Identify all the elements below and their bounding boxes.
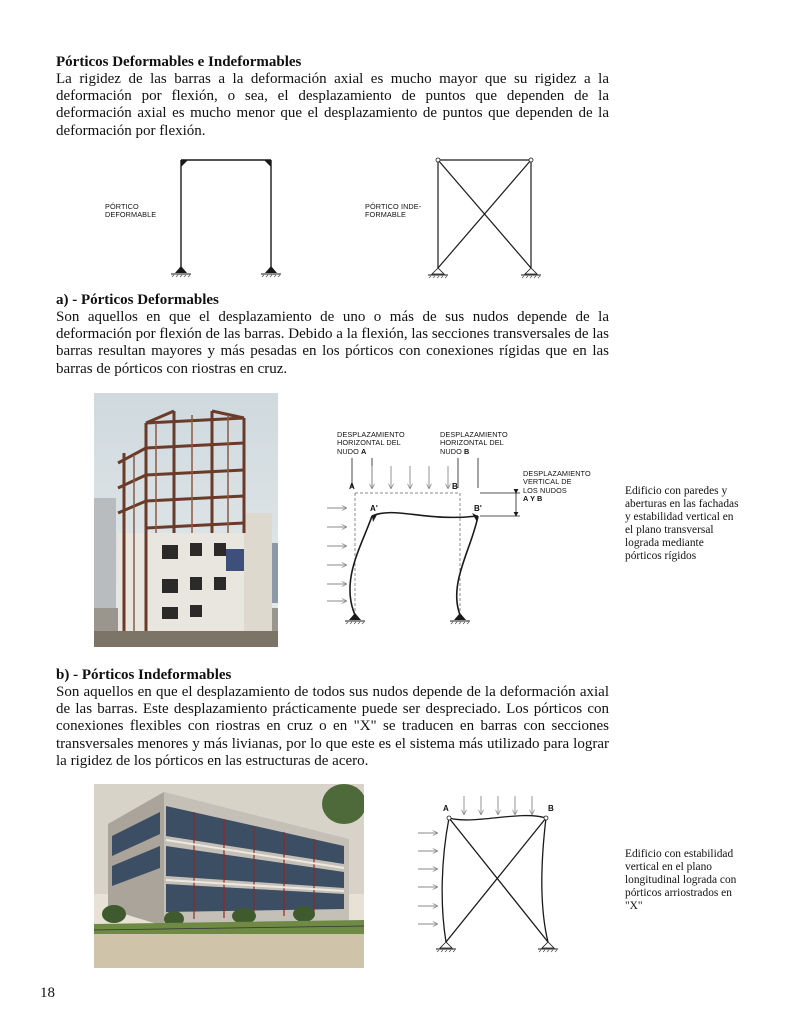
vertical-displacement-label bbox=[523, 470, 591, 504]
steel-frame-building-photo bbox=[94, 393, 278, 647]
label-line: VERTICAL DE bbox=[523, 477, 572, 487]
pin-joint-icon bbox=[529, 158, 533, 162]
horizontal-displacement-b-label bbox=[440, 431, 508, 456]
node-a-label: A bbox=[443, 804, 449, 813]
braced-frame-deformed bbox=[442, 816, 548, 942]
braced-office-building-photo bbox=[94, 784, 364, 968]
node-b-prime-label: B' bbox=[474, 504, 482, 513]
pin-joint-icon bbox=[447, 816, 451, 820]
fixed-support-icon bbox=[450, 613, 470, 624]
section-title: a) - Pórticos Deformables bbox=[56, 292, 219, 308]
page-number: 18 bbox=[40, 985, 55, 1001]
section-body: Son aquellos en que el desplazamiento de uno o más de sus nudos depende de la deformación por flexión de las barras. Debido a la flexión, las secciones transversales de las barras resultan mayores y más pesadas en los pórticos con conexiones rígidas que en las barras de pórticos con riostras en cruz. bbox=[56, 309, 609, 377]
vertical-load-arrows bbox=[464, 796, 532, 814]
label-line: LOS NUDOS bbox=[523, 485, 567, 495]
node-a-label: A bbox=[349, 482, 355, 491]
node-a-prime-label: A' bbox=[370, 504, 378, 513]
label-line: NUDO bbox=[337, 446, 359, 456]
node-label: B bbox=[464, 446, 470, 456]
node-label: A bbox=[361, 446, 367, 456]
pinned-support-icon bbox=[521, 268, 541, 278]
pin-joint-icon bbox=[544, 816, 548, 820]
label-line: HORIZONTAL DEL bbox=[337, 438, 401, 448]
section-body: Son aquellos en que el desplazamiento de todos sus nudos depende de la deformación axial de las barras. Este desplazamiento prácticamente puede ser despreciado. Los pórticos con conexiones flexibles con riostras en cruz o en "X" se traducen en barras con secciones transversales menores y más livianas, por lo que este es el sistema más utilizado para lograr la rigidez de los pórticos en las estructuras de acero. bbox=[56, 684, 609, 769]
pinned-support-icon bbox=[428, 268, 448, 278]
label-line: DESPLAZAMIENTO bbox=[523, 469, 591, 478]
figure-caption: Edificio con estabilidad vertical en el plano longitudinal lograda con pórticos arriostrados en "X" bbox=[625, 848, 737, 912]
horizontal-load-arrows bbox=[327, 508, 346, 601]
fixed-support-icon bbox=[345, 613, 365, 624]
pinned-support-icon bbox=[538, 942, 558, 952]
rigid-joint-icon bbox=[264, 160, 271, 167]
rigid-frame bbox=[181, 160, 271, 268]
pinned-support-icon bbox=[436, 942, 456, 952]
rigid-joint-icon bbox=[181, 160, 188, 167]
vertical-load-arrows bbox=[372, 466, 448, 488]
section-body: La rigidez de las barras a la deformación axial es mucho mayor que su rigidez a la deformación por flexión, o sea, el desplazamiento de puntos que dependen de la deformación axial es mucho menor que el desplazamiento de puntos que dependen de la deformación por flexión. bbox=[56, 71, 609, 139]
frame-diagram bbox=[0, 0, 792, 300]
node-b-label: B bbox=[548, 804, 554, 813]
fixed-support-icon bbox=[261, 266, 281, 277]
section-title: b) - Pórticos Indeformables bbox=[56, 667, 232, 683]
figure-label-line: PÓRTICO INDE- bbox=[365, 202, 422, 211]
rigid-joint-icon bbox=[372, 513, 378, 522]
label-line: NUDO bbox=[440, 446, 462, 456]
horizontal-displacement-a-label bbox=[337, 431, 405, 456]
deformed-frame bbox=[350, 513, 478, 615]
fixed-support-icon bbox=[171, 266, 191, 277]
rigid-joint-icon bbox=[472, 513, 478, 522]
label-line: HORIZONTAL DEL bbox=[440, 438, 504, 448]
label-line: A Y B bbox=[523, 494, 543, 504]
horizontal-load-arrows bbox=[418, 833, 437, 924]
figure-label-line: PÓRTICO bbox=[105, 202, 139, 211]
figure-label-line: DEFORMABLE bbox=[105, 210, 157, 220]
section-title: Pórticos Deformables e Indeformables bbox=[56, 54, 302, 70]
figure-caption: Edificio con paredes y aberturas en las fachadas y estabilidad vertical en el plano transversal lograda mediante pórticos rígidos bbox=[625, 485, 739, 562]
braced-frame bbox=[438, 160, 531, 268]
label-line: DESPLAZAMIENTO bbox=[440, 430, 508, 439]
figure-label-line: FORMABLE bbox=[365, 210, 406, 220]
pin-joint-icon bbox=[436, 158, 440, 162]
label-line: DESPLAZAMIENTO bbox=[337, 430, 405, 439]
node-b-label: B bbox=[452, 482, 458, 491]
